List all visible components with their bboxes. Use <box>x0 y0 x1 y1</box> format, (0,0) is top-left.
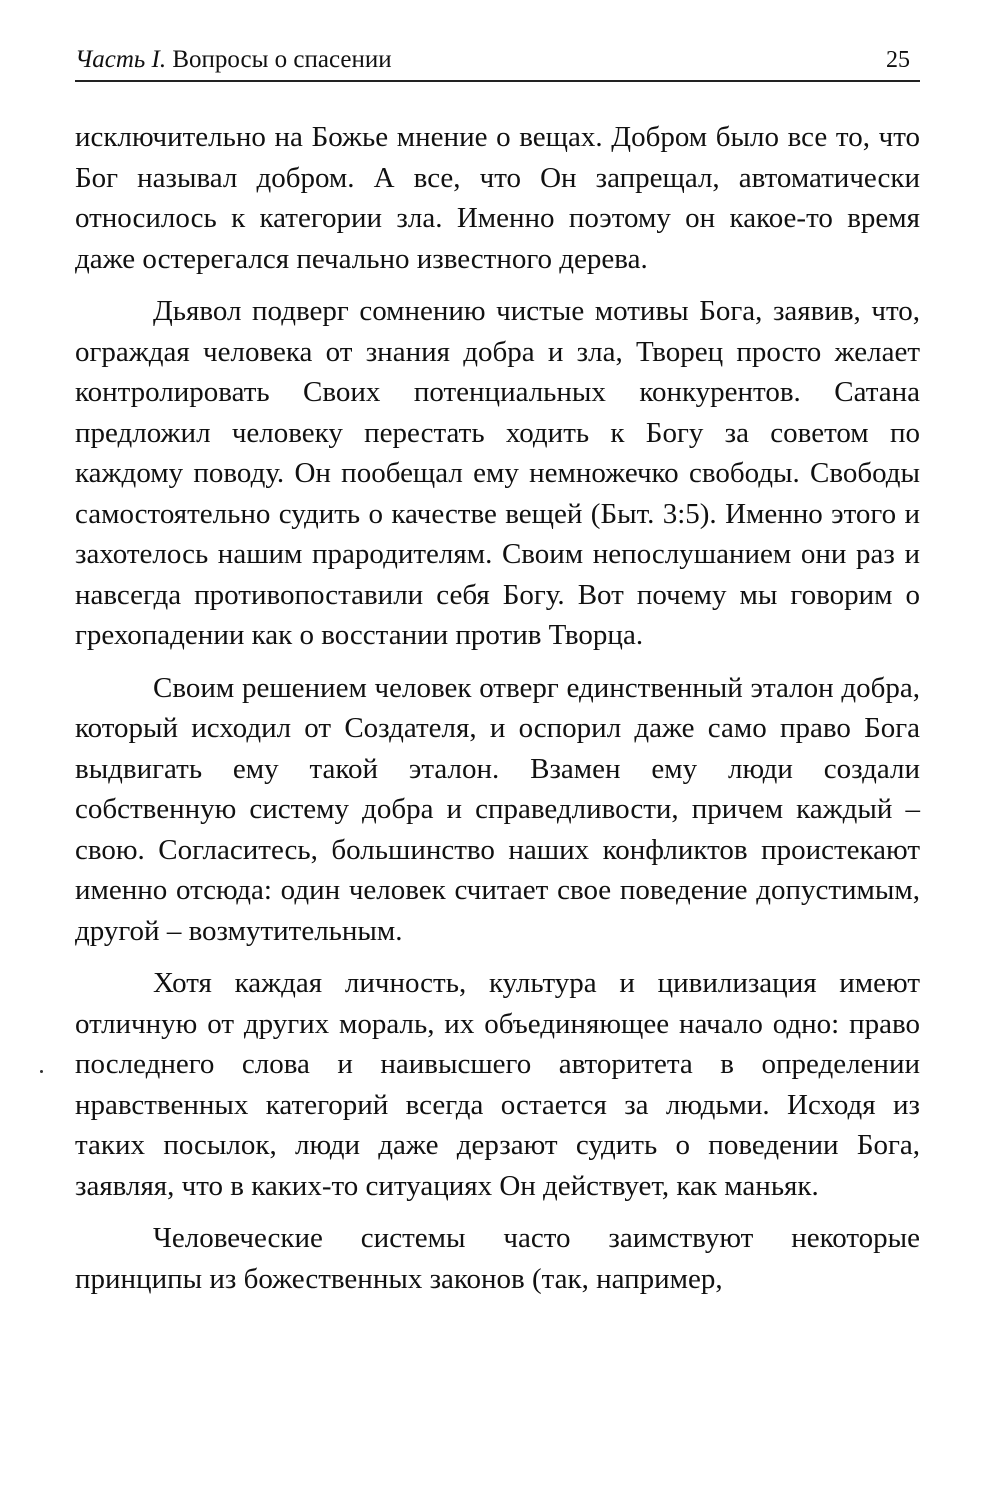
chapter-title: Вопросы о спасении <box>172 46 392 73</box>
paragraph-3: Своим решением человек отверг единственный эталон добра, который исходил от Создателя, и оспорил даже само право Бога выдвигать ему такой эталон. Взамен ему люди создали собственную систему добра и справедливости, причем каждый – свою. Согласитесь, большинство наших конфликтов проистекают именно отсюда: один человек считает свое поведение допустимым, другой – возмутительным. <box>75 671 920 947</box>
print-speck <box>40 1070 43 1073</box>
body-text <box>75 117 920 1299</box>
paragraph-1: исключительно на Божье мнение о вещах. Добром было все то, что Бог называл добром. А все, что Он запрещал, автоматически относилось к категории зла. Именно поэтому он какое-то время даже остерегался печально известного дерева. <box>75 121 920 275</box>
paragraph-4: Хотя каждая личность, культура и цивилизация имеют отличную от других мораль, их объединяющее начало одно: право последнего слова и наивысшего авторитета в определении нравственных категорий всегда остается за людьми. Исходя из таких посылок, люди даже дерзают судить о поведении Бога, заявляя, что в каких-то ситуациях Он действует, как маньяк. <box>75 967 920 1202</box>
paragraph-2: Дьявол подверг сомнению чистые мотивы Бога, заявив, что, ограждая человека от знания добра и зла, Творец просто желает контролировать Своих потенциальных конкурентов. Сатана предложил человеку перестать ходить к Богу за советом по каждому поводу. Он пообещал ему немножечко свободы. Свободы самостоятельно судить о качестве вещей (Быт. 3:5). Именно этого и захотелось нашим прародителям. Своим непослушанием они раз и навсегда противопоставили себя Богу. Вот почему мы говорим о грехопадении как о восстании против Творца. <box>75 295 920 651</box>
page-number: 25 <box>886 47 910 73</box>
book-page <box>75 40 920 1311</box>
paragraph-5: Человеческие системы часто заимствуют некоторые принципы из божественных законов (так, например, <box>75 1222 920 1295</box>
part-label: Часть I. <box>75 46 167 73</box>
running-head <box>75 40 920 82</box>
